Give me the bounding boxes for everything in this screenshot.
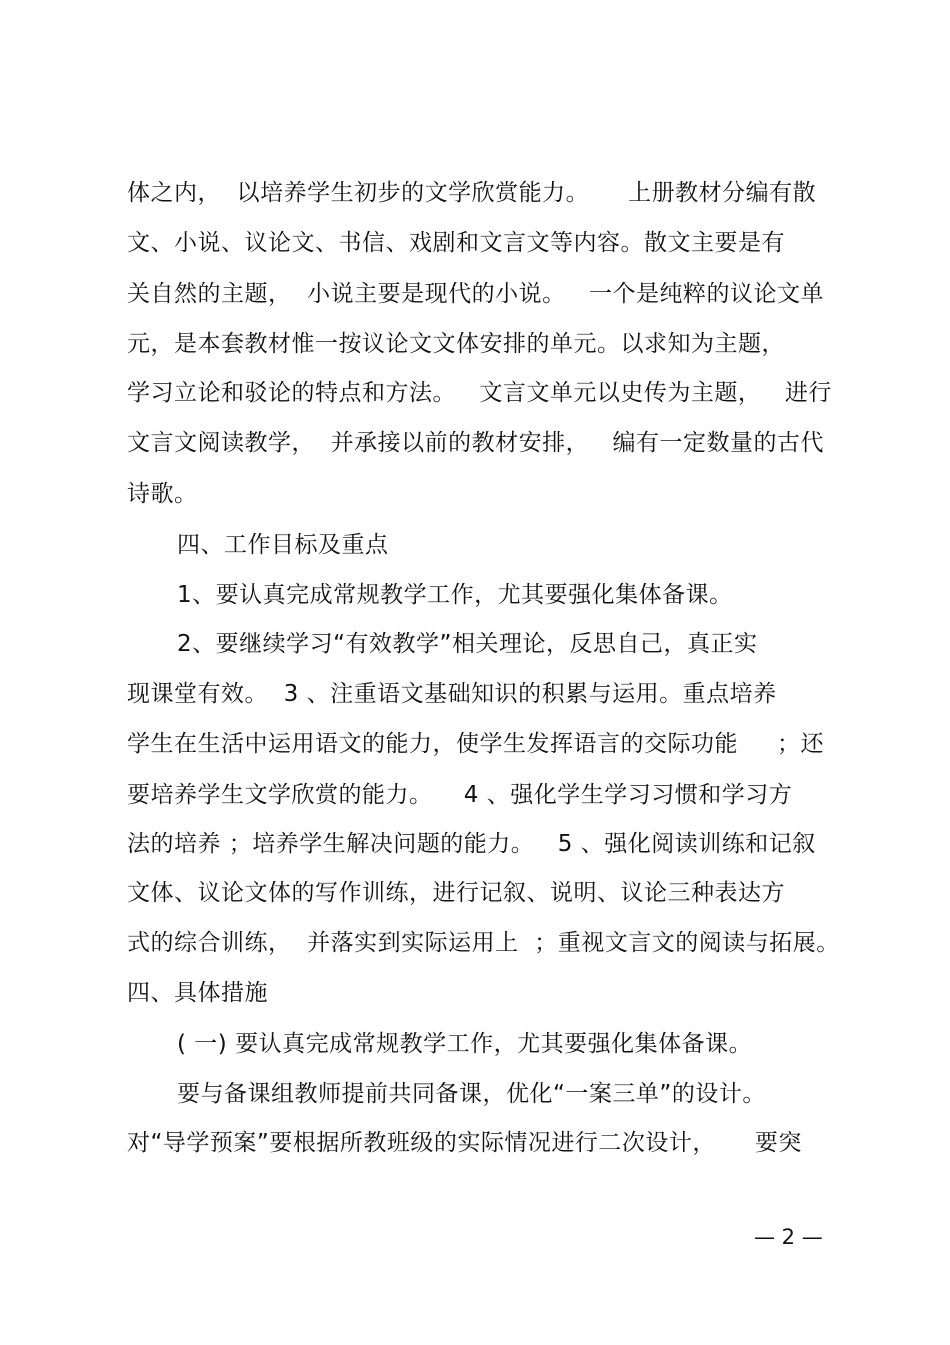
body-line-7: 诗歌。 <box>127 481 198 507</box>
body-line-11: 现课堂有效。 3 、注重语文基础知识的积累与运用。重点培养 <box>127 681 777 707</box>
goal-item-1: 1、要认真完成常规教学工作，尤其要强化集体备课。 <box>177 582 733 608</box>
body-line-19: 要与备课组教师提前共同备课，优化“一案三单”的设计。 <box>177 1081 766 1107</box>
body-line-12: 学生在生活中运用语文的能力，使学生发挥语言的交际功能 ；还 <box>127 731 825 757</box>
body-line-15: 文体、议论文体的写作训练，进行记叙、说明、议论三种表达方 <box>127 880 785 906</box>
body-line-5: 学习立论和驳论的特点和方法。 文言文单元以史传为主题， 进行 <box>127 380 832 406</box>
section-heading-measures: 四、具体措施 <box>127 980 268 1006</box>
body-line-2: 文、小说、议论文、书信、戏剧和文言文等内容。散文主要是有 <box>127 230 785 256</box>
measure-item-1: ( 一) 要认真完成常规教学工作，尤其要强化集体备课。 <box>177 1031 753 1057</box>
body-line-6: 文言文阅读教学， 并承接以前的教材安排， 编有一定数量的古代 <box>127 430 825 456</box>
body-line-20: 对“导学预案”要根据所教班级的实际情况进行二次设计， 要突 <box>127 1130 802 1156</box>
goal-item-2: 2、要继续学习“有效教学”相关理论，反思自己，真正实 <box>177 631 758 657</box>
body-line-14: 法的培养 ；培养学生解决问题的能力。 5 、强化阅读训练和记叙 <box>127 831 816 857</box>
body-line-1: 体之内， 以培养学生初步的文学欣赏能力。 上册教材分编有散 <box>127 180 817 206</box>
body-line-16: 式的综合训练， 并落实到实际运用上 ；重视文言文的阅读与拓展。 <box>127 930 840 956</box>
body-line-3: 关自然的主题， 小说主要是现代的小说。 一个是纯粹的议论文单 <box>127 281 825 307</box>
body-line-4: 元，是本套教材惟一按议论文文体安排的单元。以求知为主题， <box>127 331 785 357</box>
page-number: — 2 — <box>754 1225 823 1249</box>
body-line-13: 要培养学生文学欣赏的能力。 4 、强化学生学习习惯和学习方 <box>127 782 793 808</box>
section-heading-work-goals: 四、工作目标及重点 <box>177 532 389 558</box>
